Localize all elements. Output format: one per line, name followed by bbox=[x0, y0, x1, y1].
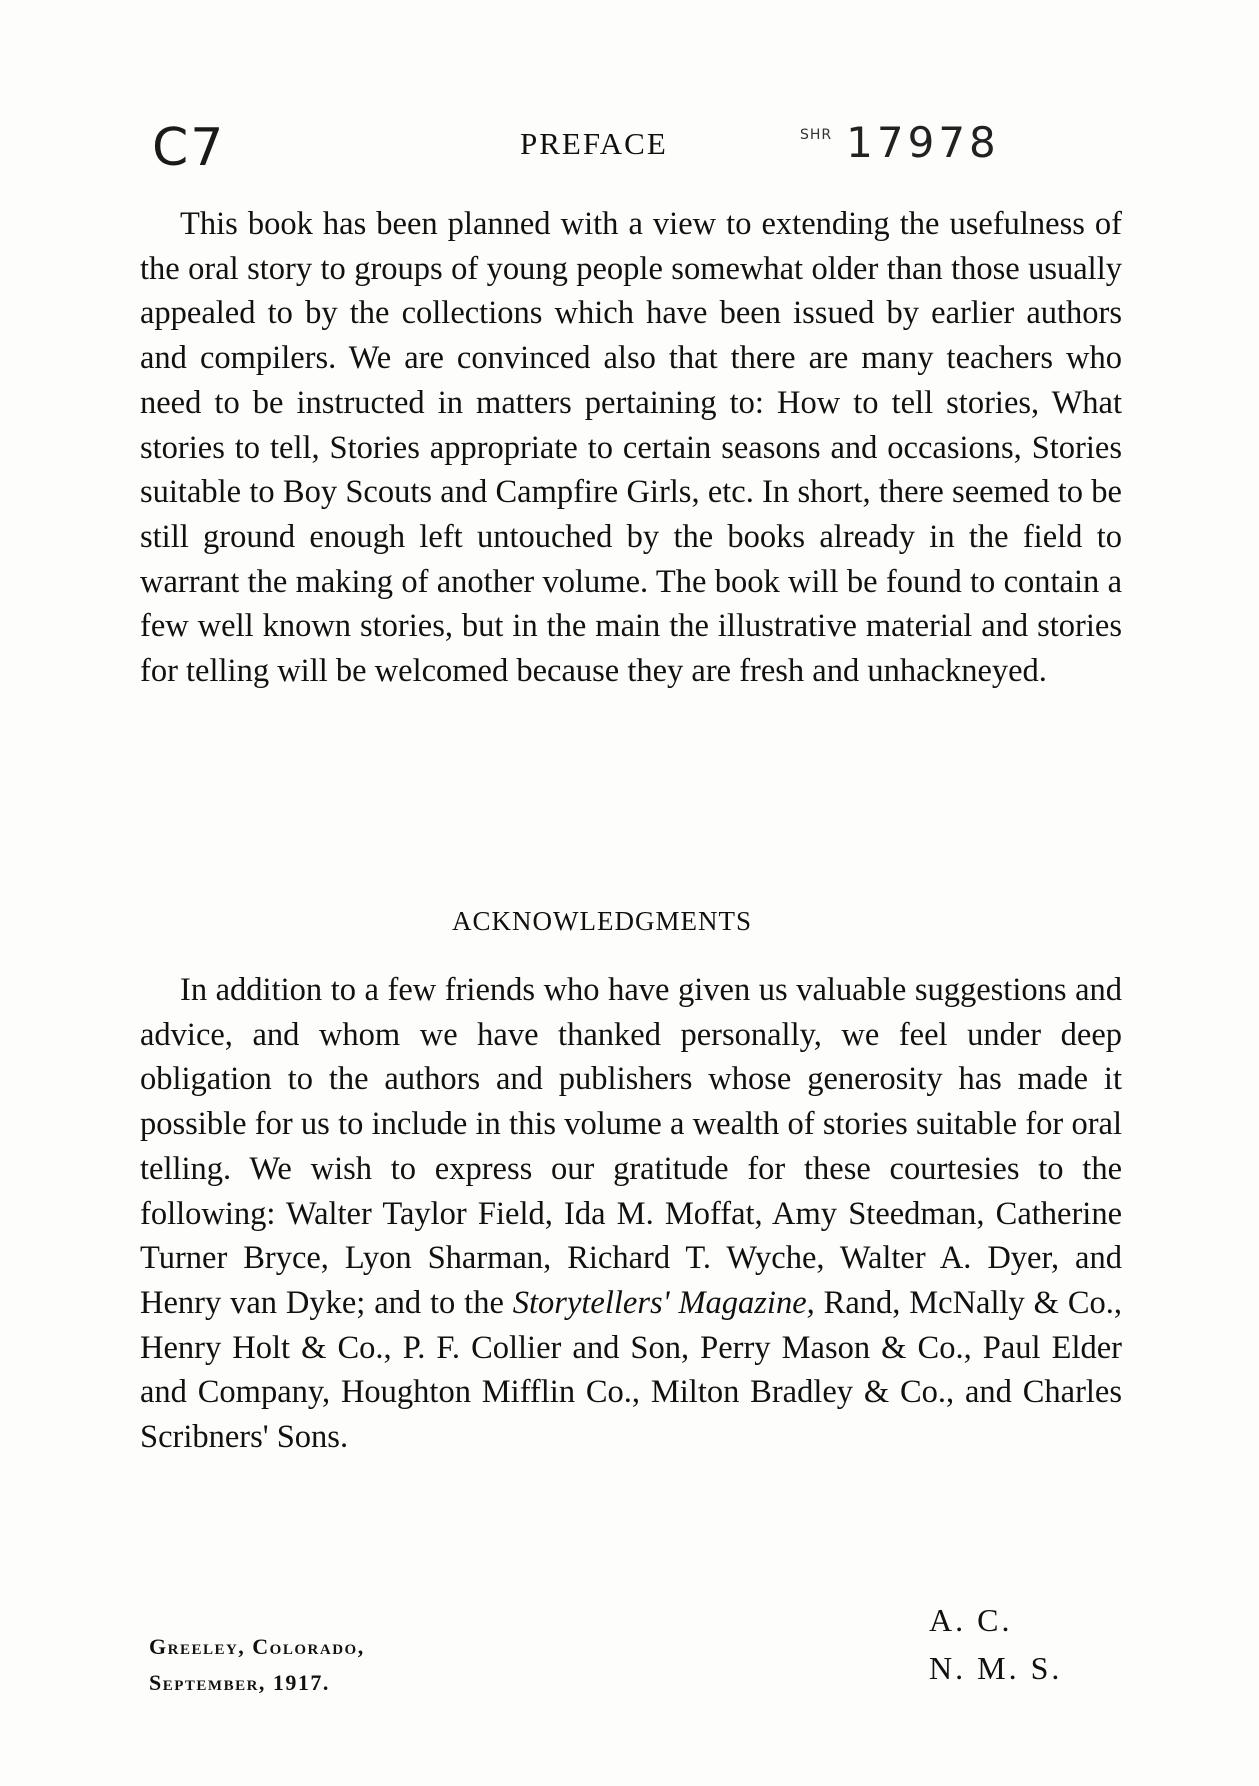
author-initials-line1: A. C. bbox=[929, 1602, 1013, 1638]
date-line: September, 1917. bbox=[149, 1670, 330, 1695]
handwritten-catalog-mark: C7 bbox=[152, 118, 226, 178]
handwritten-accession-number bbox=[800, 118, 1000, 167]
acknowledgments-paragraph bbox=[140, 968, 1122, 1460]
author-initials bbox=[929, 1596, 1062, 1692]
handwritten-accession-digits: 17978 bbox=[846, 118, 1000, 167]
handwritten-accession-prefix: SHR bbox=[800, 127, 833, 143]
acknowledgments-heading: ACKNOWLEDGMENTS bbox=[452, 906, 752, 936]
author-initials-line2: N. M. S. bbox=[929, 1650, 1063, 1686]
place-and-date bbox=[149, 1629, 365, 1701]
preface-paragraph: This book has been planned with a view to extending the usefulness of the oral story to groups of young people somewhat older than those usually appealed to by the collections which have been issued by earlier authors and compilers. We are convinced also that there are many teachers who need to be instructed in matters pertaining to: How to tell stories, What stories to tell, Stories appropriate to certain seasons and occasions, Stories suitable to Boy Scouts and Campfire Girls, etc. In short, there seemed to be still ground enough left untouched by the books already in the field to warrant the making of another volume. The book will be found to contain a few well known stories, but in the main the illustrative material and stories for telling will be welcomed because they are fresh and unhackneyed. bbox=[140, 206, 1122, 690]
preface-heading: PREFACE bbox=[520, 126, 668, 161]
magazine-title: Storytellers' Magazine, bbox=[512, 1284, 815, 1321]
place-line: Greeley, Colorado, bbox=[149, 1634, 365, 1659]
acknowledgments-text-part1: In addition to a few friends who have given us valuable suggestions and advice, and whom we have thanked personally, we feel under deep obligation to the authors and publishers whose generosity has made it possible for us to include in this volume a wealth of stories suitable for oral telling. We wish to express our gratitude for these courtesies to the following: Walter Taylor Field, Ida M. Moffat, Amy Steedman, Catherine Turner Bryce, Lyon Sharman, Richard T. Wyche, Walter A. Dyer, and Henry van Dyke; and to the bbox=[140, 972, 1122, 1321]
acknowledgments-text-part2: Rand, McNally & Co., Henry Holt & Co., P. F. Collier and Son, Perry Mason & Co., Paul Elder and Company, Houghton Mifflin Co., Milton Bradley & Co., and Charles Scribners' Sons. bbox=[140, 1284, 1123, 1456]
